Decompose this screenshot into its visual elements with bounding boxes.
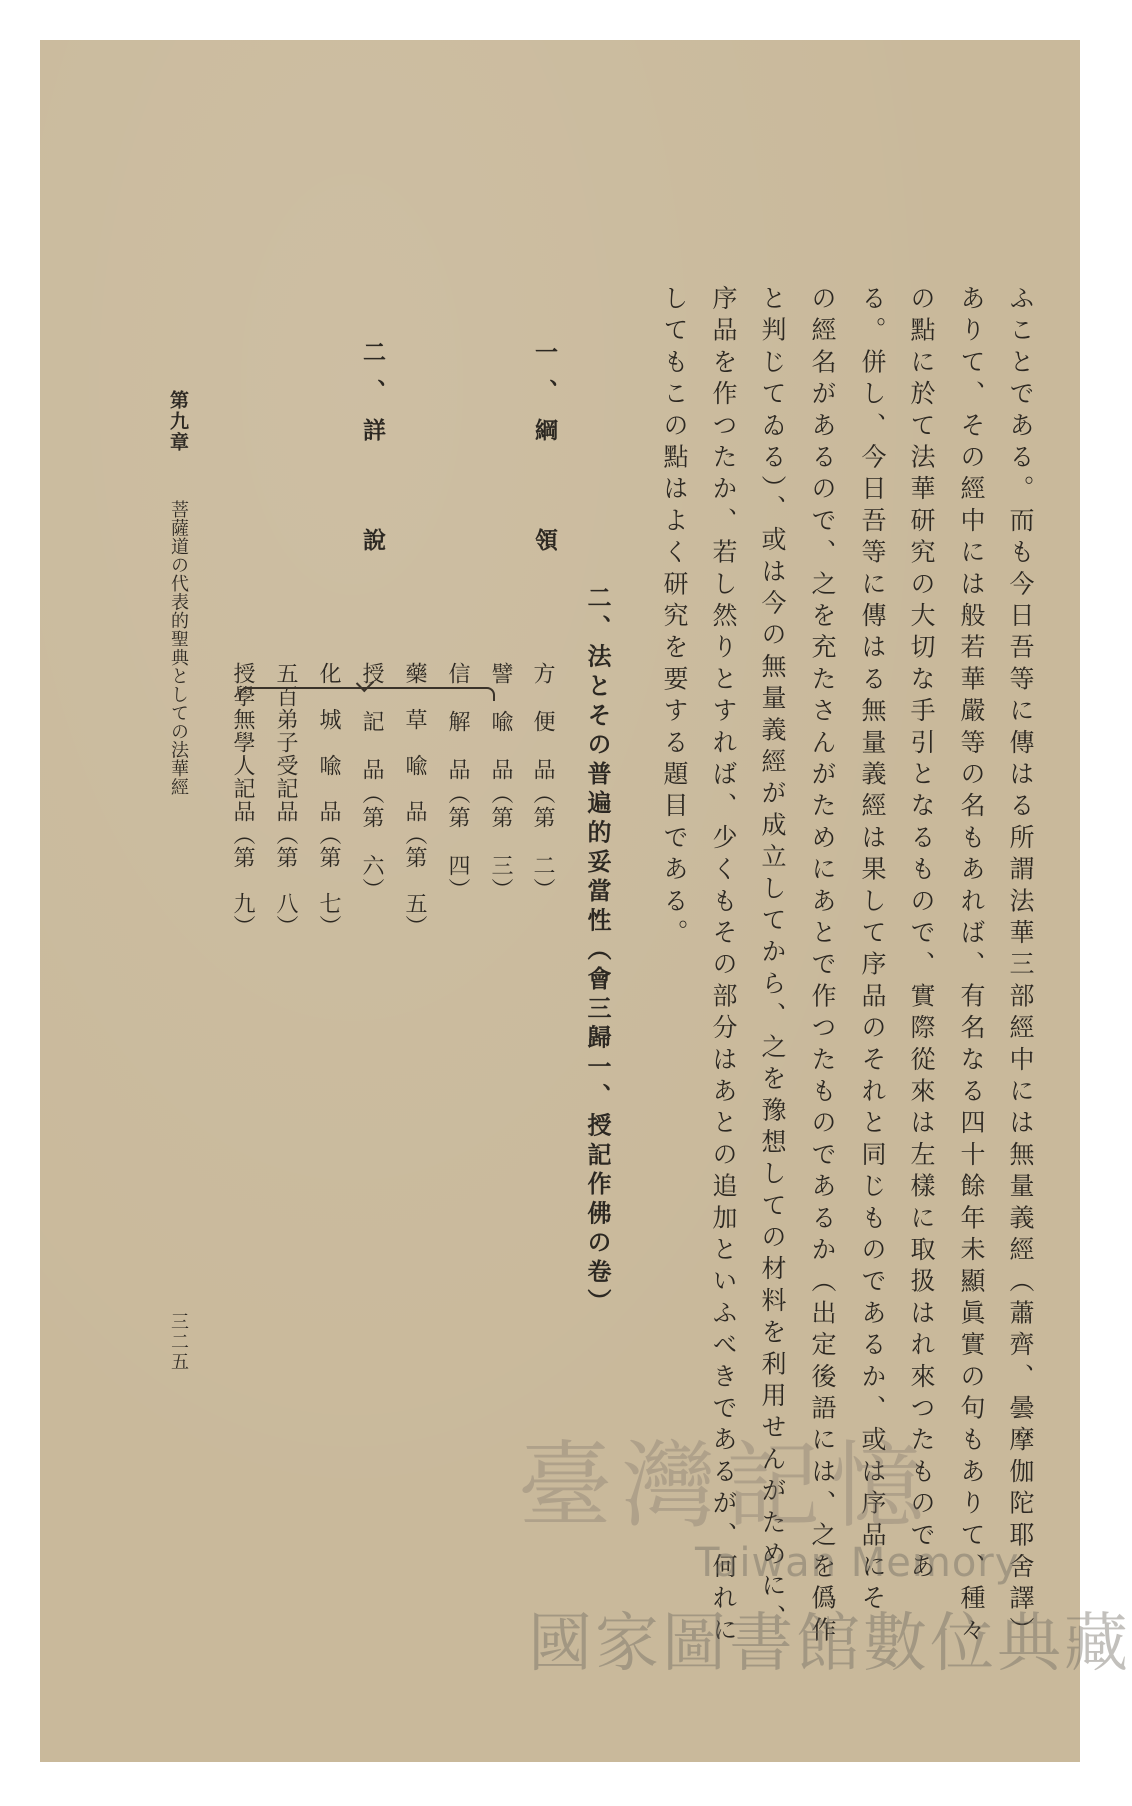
outline-item: 方 便 品（第 二） [530,662,555,902]
outline-part2-label: 二、詳 [359,340,386,457]
watermark-english: Taiwan Memory [695,1540,1020,1586]
chapter-title: 菩薩道の代表的聖典としての法華經 [168,500,189,796]
section-heading: 二、法とその普遍的妥當性（會三歸一、授記作佛の卷） [583,585,612,1318]
outline-item: 化 城 喩 品（第 七） [316,662,341,938]
chapter-number: 第九章 [167,390,189,453]
watermark-chinese: 國家圖書館數位典藏 [528,1607,1131,1681]
body-text-column: の點に於て法華研究の大切な手引となるもので、實際從來は左樣に取扱はれ來つたものであ [907,285,936,1585]
body-text-column: と判じてゐる）、或は今の無量義經が成立してから、之を豫想しての材料を利用せんがために、 [758,285,787,1636]
outline-part1-suffix: 領 [531,528,558,551]
page-number: 三二五 [168,1312,189,1372]
outline-item: 五百弟子受記品（第 八） [273,662,298,938]
outline-part2-suffix: 說 [359,528,386,551]
outline-item: 授學無學人記品（第 九） [230,662,255,938]
body-text-column: の經名があるので、之を充たさんがためにあとで作つたものであるか（出定後語には、之を僞作 [808,285,837,1649]
body-text-column: 序品を作つたか、若し然りとすれば、少くもその部分はあとの追加といふべきであるが、何れに [709,285,738,1649]
outline-item: 藥 草 喩 品（第 五） [402,662,427,938]
outline-item: 譬 喩 品（第 三） [488,662,513,902]
body-text-column: ありて、その經中には般若華嚴等の名もあれば、有名なる四十餘年未顯眞實の句もありて、種々 [957,285,986,1649]
body-text-column: ふことである。而も今日吾等に傳はる所謂法華三部經中には無量義經（蕭齊、曇摩伽陀耶舍譯） [1006,285,1035,1649]
outline-item: 信 解 品（第 四） [445,662,470,902]
body-text-column: る。併し、今日吾等に傳はる無量義經は果して序品のそれと同じものであるか、或は序品にそ [858,285,887,1617]
body-text-column: してもこの點はよく研究を要する題目である。 [660,285,689,951]
outline-part1-label: 一、綱 [531,340,558,457]
outline-item: 授 記 品（第 六） [359,662,384,902]
watermark-logo: 臺灣記憶 [518,1432,935,1541]
book-page [40,40,1131,1762]
